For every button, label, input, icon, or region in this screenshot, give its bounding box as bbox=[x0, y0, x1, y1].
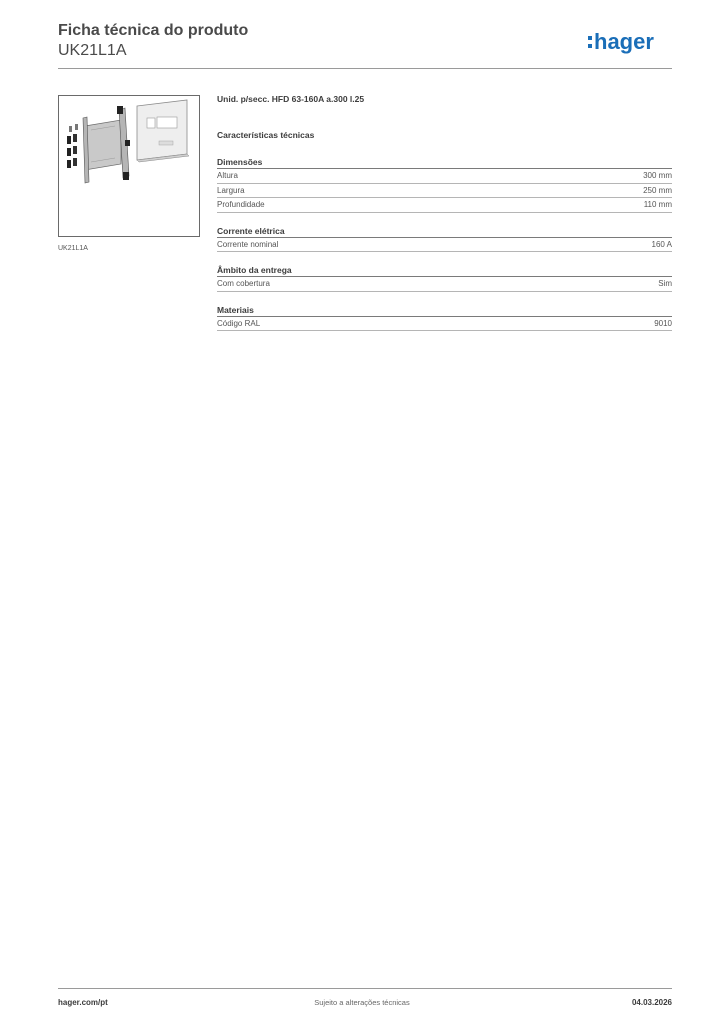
logo-text: hager bbox=[594, 29, 654, 54]
product-description: Unid. p/secc. HFD 63-160A a.300 l.25 bbox=[217, 94, 365, 104]
spec-group-dimensions bbox=[217, 156, 672, 213]
spec-label: Profundidade bbox=[217, 200, 265, 209]
spec-group-delivery bbox=[217, 264, 672, 292]
spec-section bbox=[217, 93, 672, 331]
spec-row bbox=[217, 198, 672, 213]
spec-row bbox=[217, 169, 672, 184]
footer-website-link[interactable]: hager.com/pt bbox=[58, 998, 108, 1007]
spec-value: 250 mm bbox=[643, 185, 672, 195]
characteristics-heading: Características técnicas bbox=[217, 130, 315, 140]
spec-label: Código RAL bbox=[217, 318, 261, 328]
spec-value: 9010 bbox=[654, 318, 672, 328]
spec-label: Com cobertura bbox=[217, 279, 270, 288]
header-divider bbox=[58, 68, 672, 69]
product-image bbox=[58, 95, 200, 237]
spec-group-electrical bbox=[217, 225, 672, 253]
spec-row bbox=[217, 317, 672, 332]
page-header bbox=[58, 21, 672, 69]
spec-label: Altura bbox=[217, 171, 238, 180]
product-illustration bbox=[59, 96, 199, 236]
footer-disclaimer: Sujeito a alterações técnicas bbox=[314, 998, 410, 1007]
spec-row bbox=[217, 238, 672, 253]
spec-value: Sim bbox=[658, 279, 672, 288]
product-code: UK21L1A bbox=[58, 42, 127, 59]
spec-label: Largura bbox=[217, 185, 245, 195]
spec-row bbox=[217, 184, 672, 199]
spec-label: Corrente nominal bbox=[217, 239, 279, 249]
group-title: Corrente elétrica bbox=[217, 225, 672, 238]
page-title: Ficha técnica do produto bbox=[58, 22, 249, 39]
spec-value: 300 mm bbox=[643, 171, 672, 180]
spec-value: 110 mm bbox=[643, 200, 672, 209]
image-caption: UK21L1A bbox=[58, 245, 88, 252]
group-title: Dimensões bbox=[217, 156, 672, 169]
spec-value: 160 A bbox=[651, 239, 672, 249]
footer-divider bbox=[58, 988, 672, 989]
spec-row bbox=[217, 277, 672, 292]
hager-logo bbox=[586, 27, 672, 57]
spec-group-materials bbox=[217, 304, 672, 332]
group-title: Materiais bbox=[217, 304, 672, 317]
group-title: Âmbito da entrega bbox=[217, 264, 672, 277]
footer-date: 04.03.2026 bbox=[631, 998, 672, 1007]
